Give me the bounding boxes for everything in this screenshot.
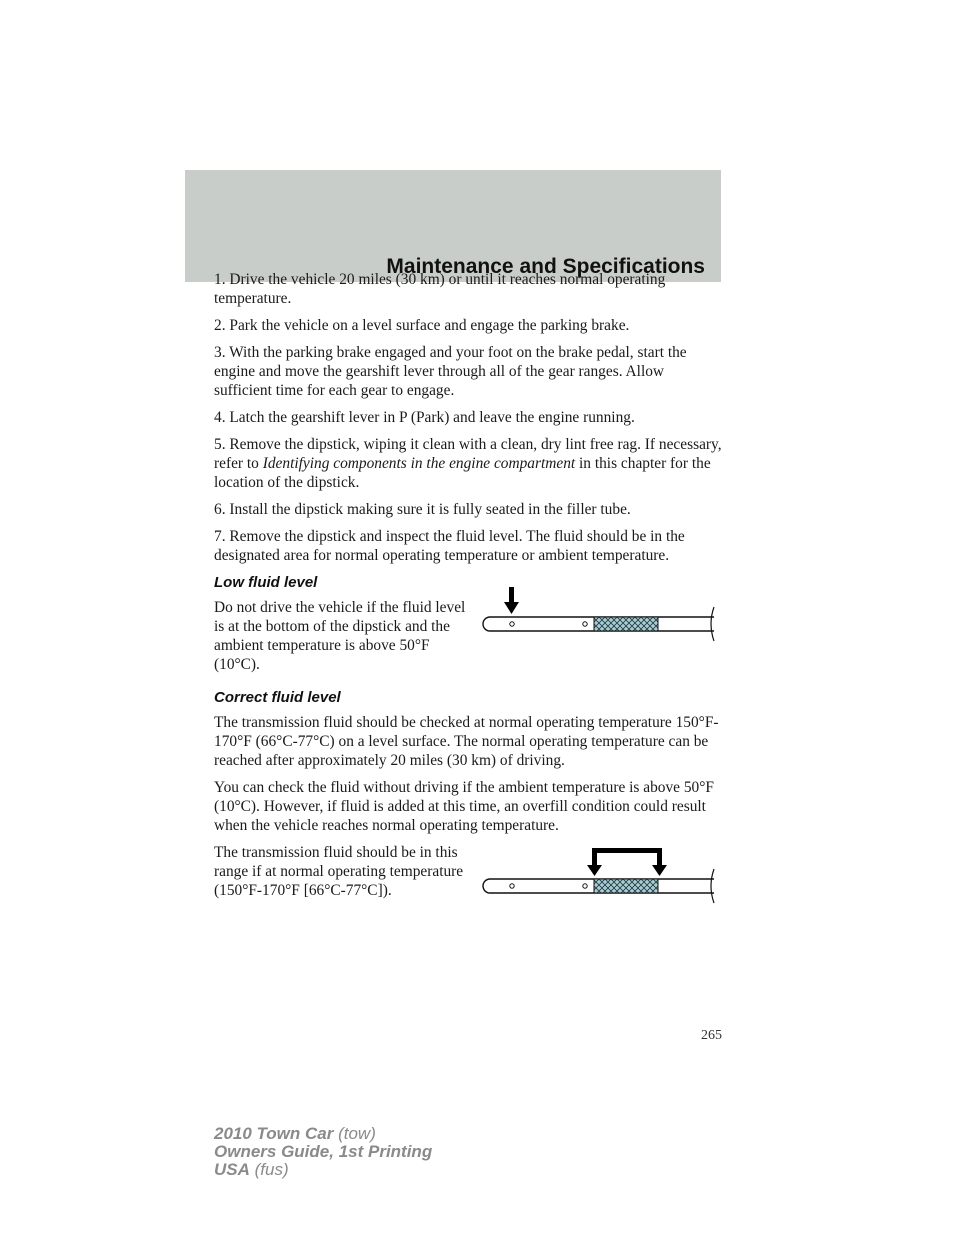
correct-fluid-heading: Correct fluid level [214,689,341,706]
low-level-dipstick-illustration [476,584,730,648]
section-title: Maintenance and Specifications [386,255,705,278]
correct-fluid-paragraph-2: You can check the fluid without driving if the ambient temperature is above 50°F (10°C). However, if fluid is added at this time, an overfill condition could result when the vehicle reaches normal operating temperature. [214,779,714,834]
footer-print-info [214,1125,432,1179]
step-7: 7. Remove the dipstick and inspect the fluid level. The fluid should be in the designated area for normal operating temperature or ambient temperature. [214,528,685,564]
cross-reference: Identifying components in the engine compartment [262,455,576,472]
section-header-band [185,170,721,282]
footer-model-code: (tow) [338,1124,376,1143]
crosshatch-range [594,879,658,893]
footer-region-code: (fus) [254,1160,289,1179]
low-fluid-text: Do not drive the vehicle if the fluid level is at the bottom of the dipstick and the ambient temperature is above 50°F (10°C). [214,599,466,673]
crosshatch-range [594,617,658,631]
page-number: 265 [701,1028,722,1043]
step-3: 3. With the parking brake engaged and your foot on the brake pedal, start the engine and move the gearshift lever through all of the gear ranges. Allow sufficient time for each gear to engage. [214,344,687,399]
step-2: 2. Park the vehicle on a level surface and engage the parking brake. [214,317,630,334]
step-6: 6. Install the dipstick making sure it is fully seated in the filler tube. [214,501,631,518]
correct-fluid-paragraph-1: The transmission fluid should be checked at normal operating temperature 150°F-170°F (66°C-77°C) on a level surface. The normal operating temperature can be reached after approximately 20 miles (30 km) of driving. [214,714,719,769]
footer-edition: Owners Guide, 1st Printing [214,1142,433,1161]
step-5: 5. Remove the dipstick, wiping it clean with a clean, dry lint free rag. If necessary, refer to Identifying components in the engine compartment in this chapter for the location of the dipstick. [214,436,722,491]
correct-range-text: The transmission fluid should be in this range if at normal operating temperature (150°F-170°F [66°C-77°C]). [214,844,464,899]
step-1: 1. Drive the vehicle 20 miles (30 km) or until it reaches normal operating temperature. [214,271,666,307]
footer-model: 2010 Town Car [214,1124,334,1143]
step-4: 4. Latch the gearshift lever in P (Park) and leave the engine running. [214,409,635,426]
range-bracket-arrows-icon [587,848,667,876]
footer-region: USA [214,1160,250,1179]
correct-level-dipstick-illustration [476,846,730,910]
arrow-down-icon [504,587,519,614]
low-fluid-heading: Low fluid level [214,574,318,591]
